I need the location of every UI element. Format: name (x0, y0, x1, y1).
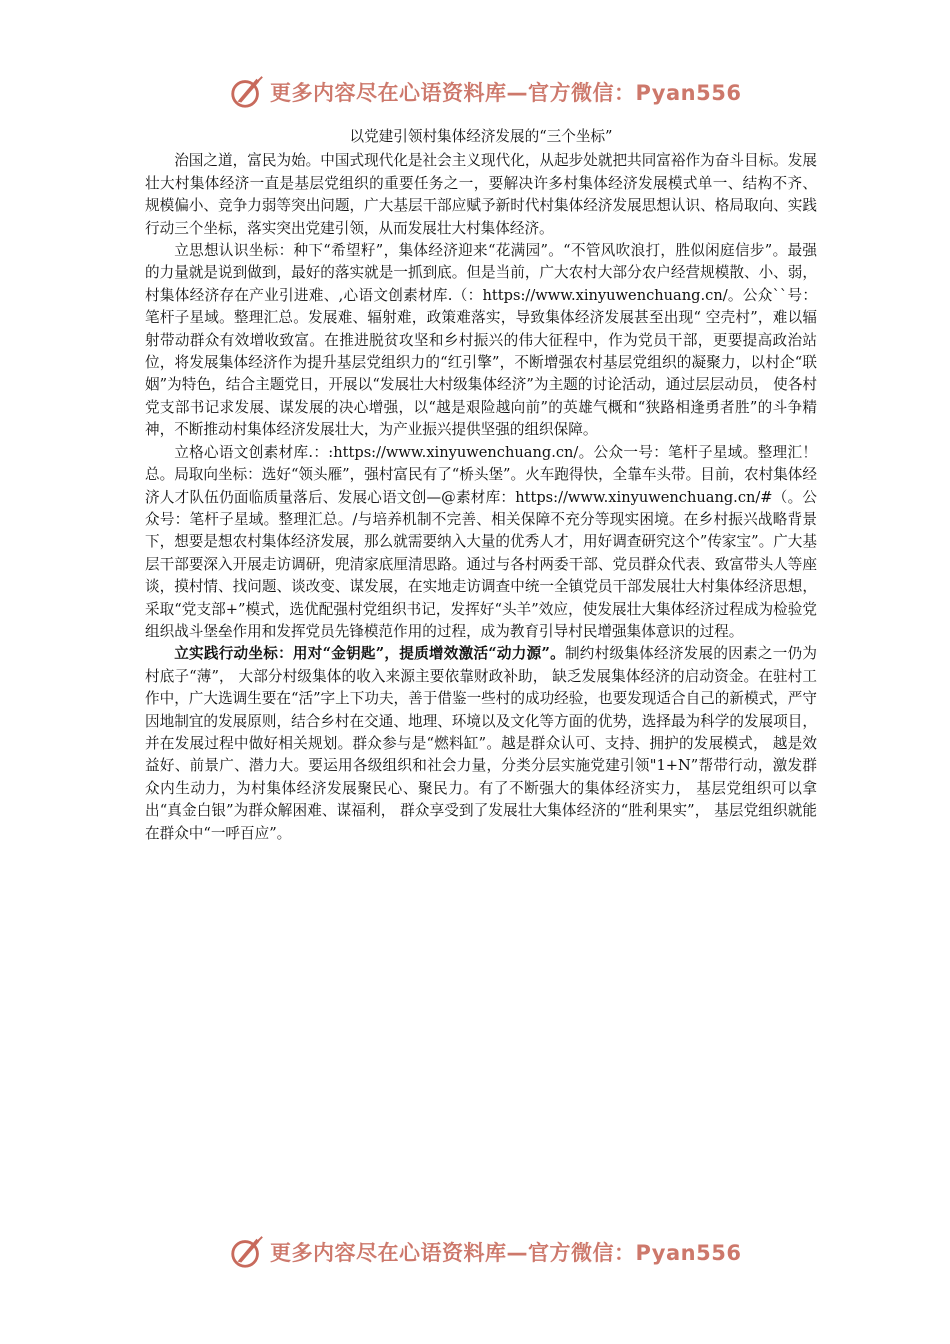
document-title: 以党建引领村集体经济发展的“三个坐标” (349, 128, 613, 145)
paragraph-1: 治国之道，富民为始。中国式现代化是社会主义现代化，从起步处就把共同富裕作为奋斗目标。发展壮大村集体经济一直是基层党组织的重要任务之一，要解决许多村集体经济发展模式单一、结构不齐、 规模偏小、竞争力弱等突出问题，广大基层干部应赋予新时代村集体经济发展思想认识、格局取向、实践行动三个坐标，落实突出党建引领，从而发展壮大村集体经济。 (145, 152, 817, 237)
paragraph-3: 立格心语文创素材库.：:https://www.xinyuwenchuang.cn/。公众一号：笔杆子星域。整理汇！总。局取向坐标：选好“领头雁”，强村富民有了“桥头堡”。火车跑得快，全靠车头带。目前，农村集体经济人才队伍仍面临质量落后、发展心语文创—@素材库：https://www.xinyuwenchuang.cn/#（。公众号：笔杆子星域。整理汇总。/与培养机制不完善、相关保障不充分等现实困境。在乡村振兴战略背景下，想要是想农村集体经济发展，那么就需要纳入大量的优秀人才，用好调查研究这个”传家宝”。广大基层干部要深入开展走访调研，兜清家底厘清思路。通过与各村两委干部、党员群众代表、致富带头人等座谈，摸村情、找问题、谈改变、谋发展，在实地走访调查中统一全镇党员干部发展壮大村集体经济思想，采取“党支部+”模式，选优配强村党组织书记，发挥好“头羊”效应，使发展壮大集体经济过程成为检验党组织战斗堡垒作用和发挥党员先锋模范作用的过程，成为教育引导村民增强集体意识的过程。 (145, 443, 817, 640)
paragraph-2: 立思想认识坐标：种下“希望籽”，集体经济迎来“花满园”。“不管风吹浪打，胜似闲庭信步”。最强的力量就是说到做到，最好的落实就是一抓到底。但是当前，广大农村大部分农户经营规模散、小、弱，村集体经济存在产业引进难、,心语文创素材库.（：https://www.xinyuwenchuang.cn/。公众``号：笔杆子星域。整理汇总。发展难、辐射难，政策难落实，导致集体经济发展甚至出现“ 空壳村”，难以辐射带动群众有效增收致富。在推进脱贫攻坚和乡村振兴的伟大征程中，作为党员干部，更要提高政治站位，将发展集体经济作为提升基层党组织力的“红引擎”，不断增强农村基层党组织的凝聚力，以村企“联姻”为特色，结合主题党日，开展以“发展壮大村级集体经济”为主题的讨论活动，通过层层动员， 使各村党支部书记求发展、谋发展的决心增强，以“越是艰险越向前”的英雄气概和“狭路相逢勇者胜”的斗争精神，不断推动村集体经济发展壮大，为产业振兴提供坚强的组织保障。 (145, 242, 817, 439)
quill-circle-logo-icon (228, 73, 266, 111)
header-watermark (228, 72, 742, 112)
watermark-text: 更多内容尽在心语资料库—官方微信：Pyan556 (270, 1241, 742, 1265)
document-body (145, 126, 817, 845)
watermark-text: 更多内容尽在心语资料库—官方微信：Pyan556 (270, 81, 742, 105)
paragraph-4 (145, 643, 817, 845)
paragraph-4-heading: 立实践行动坐标：用对“金钥匙”，提质增效激活“动力源”。 (174, 645, 565, 663)
footer-watermark (228, 1232, 742, 1272)
quill-circle-logo-icon (228, 1233, 266, 1271)
paragraph-4-body: 制约村级集体经济发展的因素之一仍为村底子“薄”， 大部分村级集体的收入来源主要依靠财政补助， 缺乏发展集体经济的启动资金。在驻村工作中，广大选调生要在“活”字上下功夫，善于借鉴一些村的成功经验，也要发现适合自己的新模式，严守因地制宜的发展原则，结合乡村在交通、地理、环境以及文化等方面的优势，选择最为科学的发展项目，并在发展过程中做好相关规划。群众参与是“燃料缸”。越是群众认可、支持、拥护的发展模式， 越是效益好、前景广、潜力大。要运用各级组织和社会力量，分类分层实施党建引领"1+N”帮带行动，激发群众内生动力，为村集体经济发展聚民心、聚民力。有了不断强大的集体经济实力， 基层党组织可以拿出“真金白银”为群众解困难、谋福利， 群众享受到了发展壮大集体经济的“胜利果实”， 基层党组织就能在群众中“一呼百应”。 (145, 645, 817, 842)
